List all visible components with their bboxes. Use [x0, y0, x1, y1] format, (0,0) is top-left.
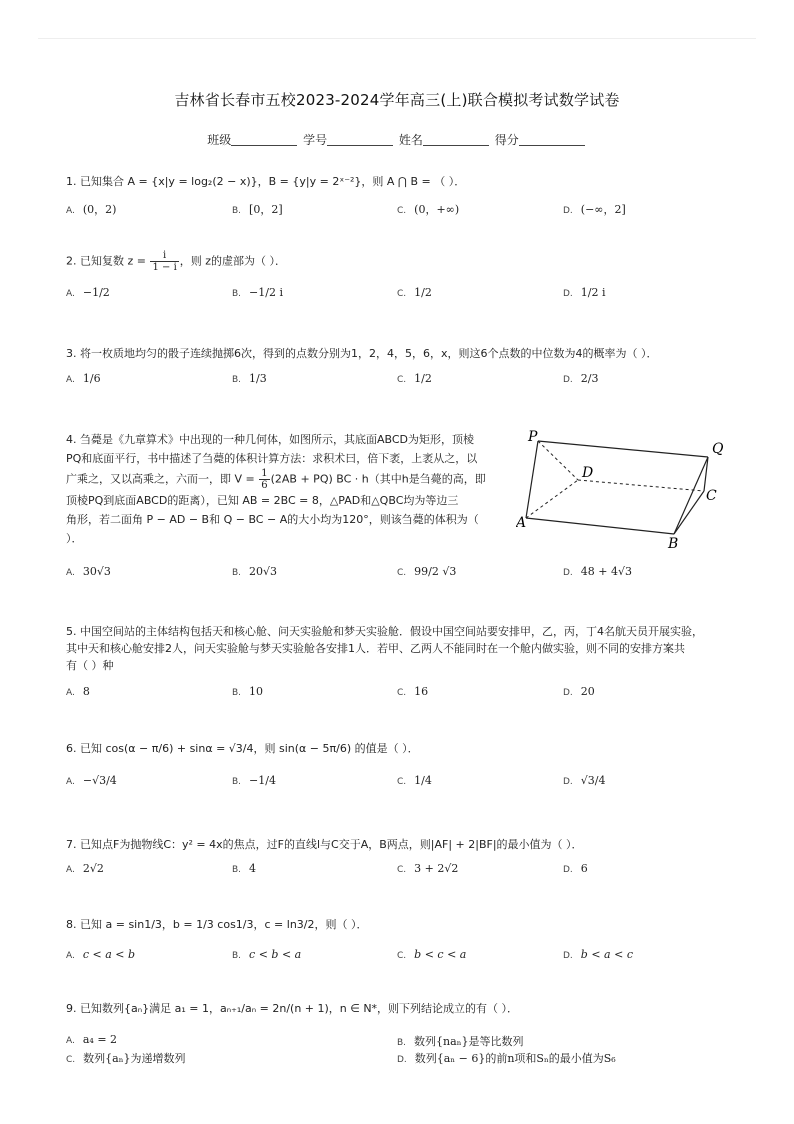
option-d[interactable]: D. 数列{aₙ − 6}的前n项和Sₙ的最小值为S₆	[397, 1052, 616, 1065]
edge-qb	[674, 457, 708, 534]
name-blank[interactable]	[423, 133, 489, 146]
question-2	[66, 250, 734, 299]
question-stem: 7. 已知点F为抛物线C：y² = 4x的焦点，过F的直线l与C交于A，B两点，则|AF| + 2|BF|的最小值为（ ）．	[66, 838, 583, 851]
question-1	[66, 173, 734, 216]
option-d[interactable]: D. √3/4	[563, 774, 606, 787]
option-b[interactable]: B. −1/4	[232, 774, 276, 787]
question-stem: 3. 将一枚质地均匀的骰子连续抛掷6次，得到的点数分别为1，2，4，5，6，x，则这6个点数的中位数为4的概率为（ ）．	[66, 347, 658, 360]
label-q: Q	[712, 441, 724, 457]
class-blank[interactable]	[231, 133, 297, 146]
question-stem: 5. 中国空间站的主体结构包括天和核心舱、问天实验舱和梦天实验舱．假设中国空间站要安排甲，乙，丙，丁4名航天员开展实验， 其中天和核心舱安排2人，问天实验舱与梦天实验舱各安排1人．若甲、乙两人不能同时在一个舱内做实验，则不同的安排方案共 有（ ）种	[66, 625, 703, 672]
option-d[interactable]: D. 2/3	[563, 372, 599, 385]
option-d[interactable]: D. b < a < c	[563, 948, 633, 961]
student-info-line	[0, 131, 794, 148]
question-7	[66, 836, 734, 875]
question-4	[66, 430, 510, 548]
label-a: A	[516, 515, 527, 531]
option-a[interactable]: A. c < a < b	[66, 948, 136, 961]
edge-dc	[578, 480, 704, 491]
question-stem: 8. 已知 a = sin1/3，b = 1/3 cos1/3，c = ln3/2，则（ ）．	[66, 918, 368, 931]
option-a[interactable]: A. 2√2	[66, 862, 104, 875]
label-d: D	[582, 465, 594, 481]
question-9	[66, 1000, 734, 1065]
edge-pa	[526, 441, 538, 518]
option-c[interactable]: C. 1/2	[397, 372, 432, 385]
option-b[interactable]: B. 1/3	[232, 372, 267, 385]
option-c[interactable]: C. 16	[397, 685, 429, 698]
option-c[interactable]: C. (0，+∞)	[397, 203, 460, 216]
question-stem: 6. 已知 cos(α − π/6) + sinα = √3/4，则 sin(α − 5π/6) 的值是（ ）．	[66, 742, 419, 755]
option-a[interactable]: A. 30√3	[66, 565, 111, 578]
option-a[interactable]: A. 1/6	[66, 372, 101, 385]
question-6	[66, 740, 734, 787]
name-label: 姓名	[398, 133, 423, 147]
option-c[interactable]: C. 1/2	[397, 286, 432, 299]
option-c[interactable]: C. 99/2 √3	[397, 565, 457, 578]
option-d[interactable]: D. (−∞，2]	[563, 203, 626, 216]
option-d[interactable]: D. 6	[563, 862, 588, 875]
top-rule	[38, 38, 756, 39]
fraction: $\frac{1}{6}$	[261, 468, 268, 491]
edge-pq	[538, 441, 708, 457]
option-c[interactable]: C. 1/4	[397, 774, 432, 787]
id-blank[interactable]	[327, 133, 393, 146]
option-a[interactable]: A. 8	[66, 685, 90, 698]
option-c[interactable]: C. 3 + 2√2	[397, 862, 459, 875]
fraction: $\frac{i}{1 - i}$	[152, 250, 177, 273]
label-p: P	[528, 429, 538, 445]
question-5	[66, 623, 734, 698]
label-b: B	[668, 536, 679, 552]
option-a[interactable]: A. −√3/4	[66, 774, 117, 787]
option-a[interactable]: A. a₄ = 2	[66, 1033, 118, 1046]
option-d[interactable]: D. 20	[563, 685, 595, 698]
chuhong-figure	[516, 428, 736, 554]
option-a[interactable]: A. (0，2)	[66, 203, 117, 216]
question-8	[66, 916, 734, 961]
score-label: 得分	[494, 133, 519, 147]
option-b[interactable]: B. 数列{naₙ}是等比数列	[397, 1035, 524, 1048]
question-stem: 4. 刍薨是《九章算术》中出现的一种几何体，如图所示，其底面ABCD为矩形，顶棱 PQ和底面平行，书中描述了刍薨的体积计算方法：求积术曰，倍下袤，上袤从之，以 广乘之，又以高乘之，六而一，即 V = $\frac{1}{6}$ (2AB + PQ) BC · h（其中h是刍薨的高，即 顶棱PQ到底面ABCD的距离），已知 AB = 2BC = 8，△PAD和△QBC均为等边三 角形，若二面角 P − AD − B和 Q − BC − A的大小均为120°，则该刍薨的体积为（ ）．	[66, 433, 486, 545]
class-label: 班级	[207, 133, 232, 147]
option-b[interactable]: B. c < b < a	[232, 948, 302, 961]
edge-ab	[526, 518, 674, 534]
question-3	[66, 345, 734, 385]
option-b[interactable]: B. 4	[232, 862, 257, 875]
id-label: 学号	[303, 133, 328, 147]
option-b[interactable]: B. 10	[232, 685, 264, 698]
option-a[interactable]: A. −1/2	[66, 286, 110, 299]
question-stem: 2. 已知复数 z = $\frac{i}{1 - i}$ ，则 z的虚部为（ ）．	[66, 250, 287, 273]
option-c[interactable]: C. 数列{aₙ}为递增数列	[66, 1052, 186, 1065]
option-d[interactable]: D. 48 + 4√3	[563, 565, 633, 578]
option-d[interactable]: D. 1/2 i	[563, 286, 606, 299]
option-b[interactable]: B. −1/2 i	[232, 286, 283, 299]
label-c: C	[706, 488, 717, 504]
option-b[interactable]: B. [0，2]	[232, 203, 283, 216]
edge-pd	[538, 441, 578, 480]
question-stem: 9. 已知数列{aₙ}满足 a₁ = 1，aₙ₊₁/aₙ = 2n/(n + 1)，n ∈ N*，则下列结论成立的有（ ）．	[66, 1002, 519, 1015]
score-blank[interactable]	[519, 133, 585, 146]
option-c[interactable]: C. b < c < a	[397, 948, 467, 961]
option-b[interactable]: B. 20√3	[232, 565, 278, 578]
question-stem: 1. 已知集合 A = {x|y = log₂(2 − x)}，B = {y|y = 2ˣ⁻²}，则 A ⋂ B = （ ）．	[66, 175, 466, 188]
edge-ad	[526, 480, 578, 518]
edge-bc	[674, 491, 704, 534]
page-title: 吉林省长春市五校2023-2024学年高三(上)联合模拟考试数学试卷	[174, 91, 620, 109]
